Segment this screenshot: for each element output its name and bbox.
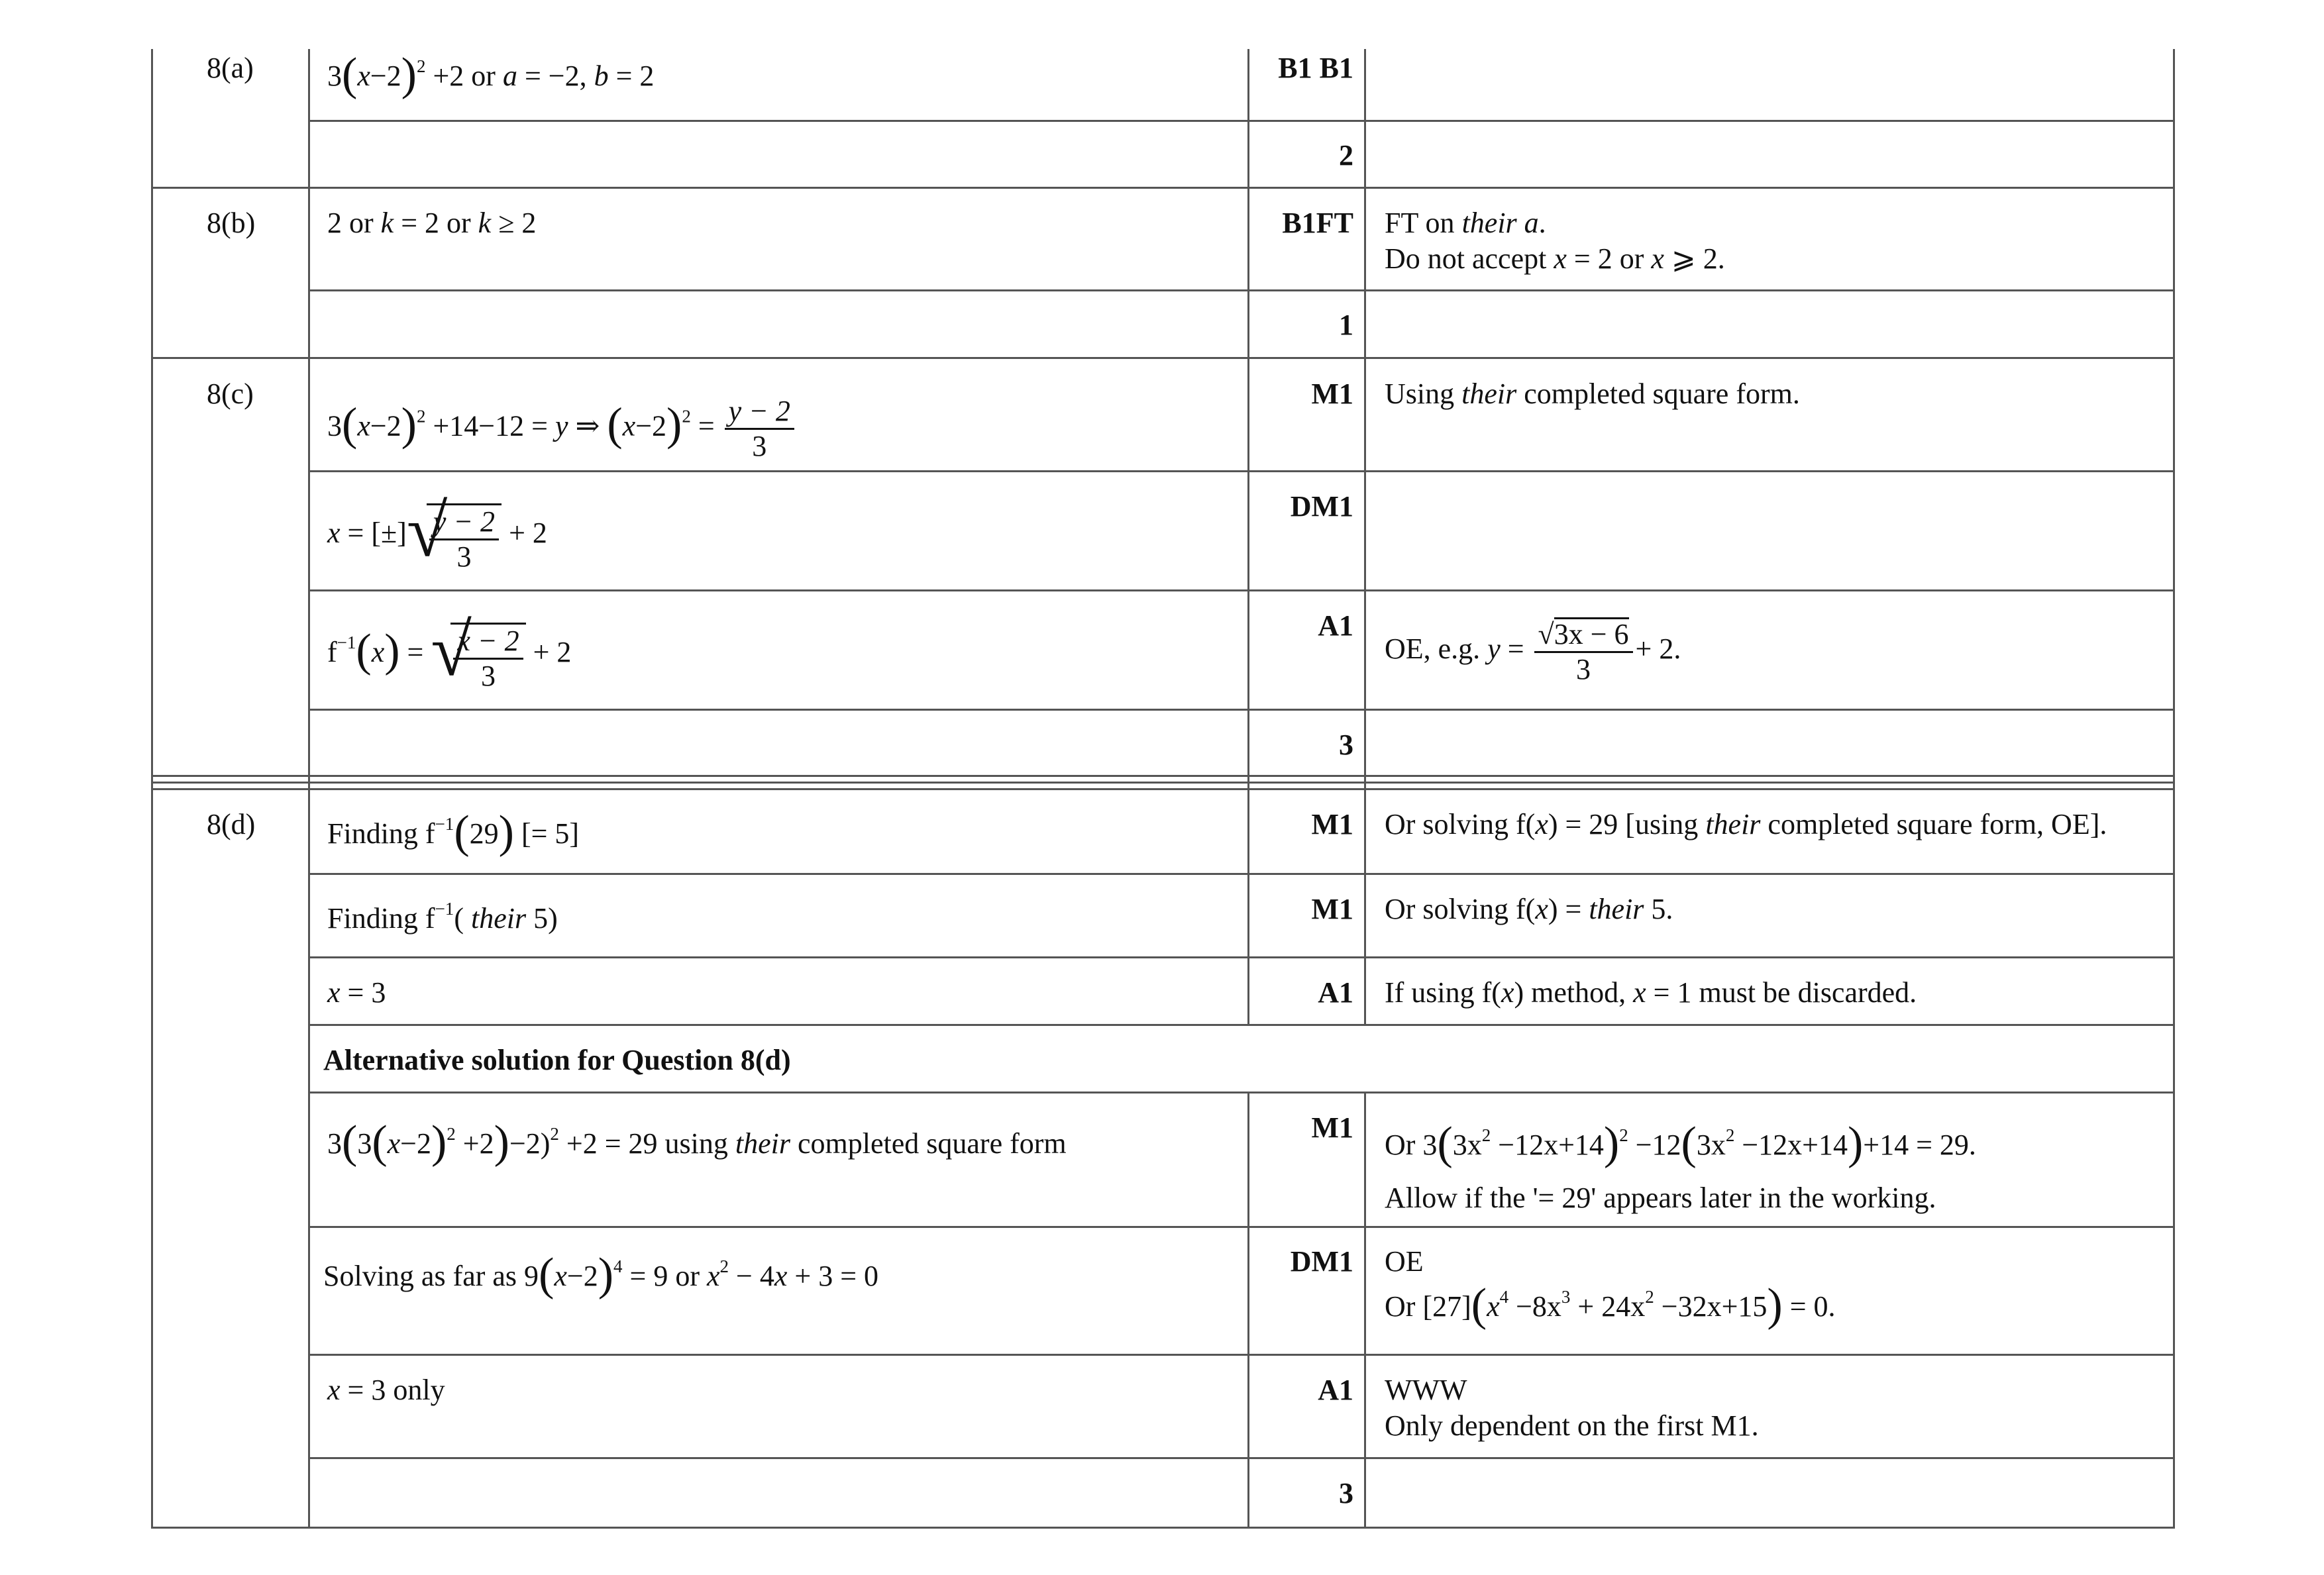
- marks-cell: A1: [1318, 609, 1353, 642]
- marks-cell: A1: [1318, 1374, 1353, 1406]
- row-divider: [308, 956, 2175, 958]
- row-divider: [308, 1092, 2175, 1093]
- guidance-cell: OE, e.g. y = $\frac{√3x - 6}{3}$ + 2.: [1385, 618, 1681, 686]
- question-number: 8(a): [207, 52, 254, 84]
- table-border-bottom: [151, 1527, 2175, 1529]
- column-divider: [1247, 1092, 1249, 1529]
- guidance-cell: Do not accept x = 2 or x ⩾ 2.: [1385, 242, 1725, 275]
- marks-cell: M1: [1311, 808, 1353, 840]
- answer-cell: $3(x-2)^2 +2$ or a = −2, b = 2: [327, 49, 655, 100]
- row-divider: [308, 120, 2175, 122]
- guidance-cell: WWW: [1385, 1374, 1467, 1406]
- row-divider: [308, 470, 2175, 472]
- answer-cell: $3(3(x-2)^2 +2)-2)^2 +2 = 29$ using their completed square form: [327, 1117, 1067, 1168]
- guidance-cell: Or solving f(x) = 29 [using their completed square form, OE].: [1385, 808, 2107, 840]
- row-divider: [151, 788, 2175, 790]
- total-marks: 1: [1339, 309, 1353, 341]
- marks-cell: M1: [1311, 1111, 1353, 1144]
- row-divider: [151, 357, 2175, 359]
- column-divider: [1364, 1092, 1366, 1529]
- total-marks: 2: [1339, 139, 1353, 172]
- answer-cell: $3(x-2)^2 +14-12 = y$ ⇒ $(x-2)^2$ = $\frac{y - 2}{3}$: [327, 395, 797, 463]
- column-divider: [1364, 49, 1366, 1025]
- row-divider: [151, 775, 2175, 777]
- guidance-cell: Using their completed square form.: [1385, 378, 1800, 410]
- question-number: 8(c): [207, 378, 254, 410]
- question-number: 8(d): [207, 808, 256, 840]
- guidance-cell: Allow if the '= 29' appears later in the working.: [1385, 1182, 1936, 1214]
- row-divider: [308, 873, 2175, 875]
- answer-cell: 2 or k = 2 or k ≥ 2: [327, 207, 537, 239]
- answer-cell: Finding $f^{-1}$( their 5): [327, 899, 558, 935]
- row-divider: [308, 1024, 2175, 1026]
- marks-cell: B1FT: [1282, 207, 1353, 239]
- guidance-cell: If using f(x) method, x = 1 must be discarded.: [1385, 976, 1917, 1009]
- row-divider: [308, 1226, 2175, 1228]
- alternative-solution-heading: Alternative solution for Question 8(d): [323, 1044, 791, 1076]
- marks-cell: DM1: [1290, 1245, 1353, 1278]
- answer-cell: x = [±] √ $\frac{y - 2}{3}$ + 2: [327, 490, 547, 573]
- row-divider: [308, 1354, 2175, 1356]
- marks-cell: M1: [1311, 378, 1353, 410]
- marks-cell: M1: [1311, 893, 1353, 925]
- row-divider: [151, 782, 2175, 784]
- total-marks: 3: [1339, 729, 1353, 761]
- guidance-cell: Or $[27](x^4 -8x^3 + 24x^2 -32x+15) = 0$.: [1385, 1280, 1836, 1331]
- guidance-cell: Or solving f(x) = their 5.: [1385, 893, 1673, 925]
- answer-cell: $f^{-1}(x)$ = √ $\frac{x - 2}{3}$ + 2: [327, 609, 572, 692]
- row-divider: [308, 709, 2175, 711]
- row-divider: [151, 187, 2175, 189]
- marks-cell: DM1: [1290, 490, 1353, 523]
- answer-cell: x = 3 only: [327, 1374, 445, 1406]
- column-divider: [1247, 49, 1249, 1025]
- guidance-cell: OE: [1385, 1245, 1424, 1278]
- answer-cell: Solving as far as $9(x-2)^4 = 9$ or $x^2 - 4x + 3 = 0$: [323, 1249, 879, 1300]
- total-marks: 3: [1339, 1477, 1353, 1509]
- marks-cell: B1 B1: [1278, 52, 1353, 84]
- guidance-cell: Only dependent on the first M1.: [1385, 1409, 1759, 1442]
- marks-cell: A1: [1318, 976, 1353, 1009]
- guidance-cell: Or $3(3x^2 -12x+14)^2 -12(3x^2 -12x+14)+14 = 29$.: [1385, 1118, 1976, 1169]
- row-divider: [308, 589, 2175, 591]
- row-divider: [308, 289, 2175, 291]
- question-number: 8(b): [207, 207, 256, 239]
- answer-cell: x = 3: [327, 976, 386, 1009]
- guidance-cell: FT on their a.: [1385, 207, 1546, 239]
- row-divider: [308, 1457, 2175, 1459]
- answer-cell: Finding $f^{-1}(29)$ [= 5]: [327, 807, 580, 858]
